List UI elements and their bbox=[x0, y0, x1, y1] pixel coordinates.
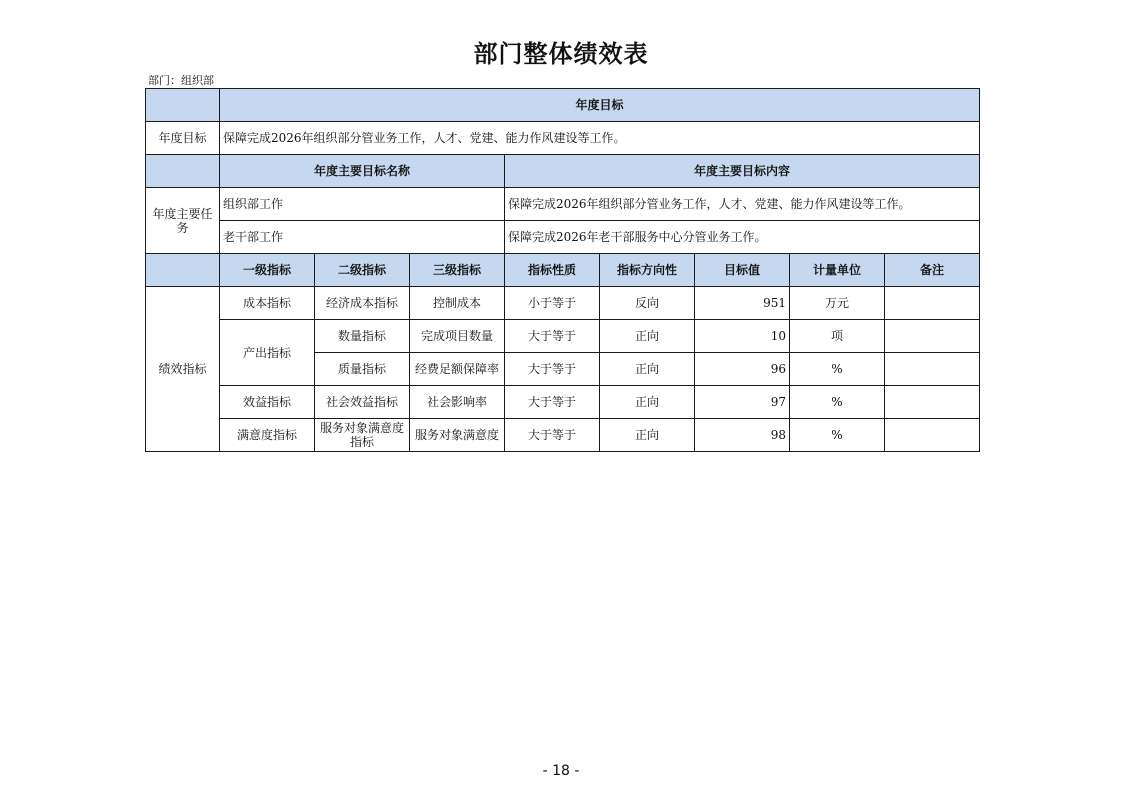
note-cell bbox=[885, 419, 980, 452]
table-row bbox=[146, 221, 980, 254]
level2-cell: 经济成本指标 bbox=[315, 287, 410, 320]
task-name: 组织部工作 bbox=[220, 188, 505, 221]
note-cell bbox=[885, 353, 980, 386]
level1-cell: 产出指标 bbox=[220, 320, 315, 386]
performance-table bbox=[145, 88, 980, 452]
table-row bbox=[146, 287, 980, 320]
level1-cell: 效益指标 bbox=[220, 386, 315, 419]
direction-cell: 反向 bbox=[600, 287, 695, 320]
table-row bbox=[146, 386, 980, 419]
unit-cell: % bbox=[790, 419, 885, 452]
nature-cell: 大于等于 bbox=[505, 419, 600, 452]
value-cell: 96 bbox=[695, 353, 790, 386]
indicators-label: 绩效指标 bbox=[146, 287, 220, 452]
value-cell: 951 bbox=[695, 287, 790, 320]
column-header: 计量单位 bbox=[790, 254, 885, 287]
nature-cell: 大于等于 bbox=[505, 386, 600, 419]
level3-cell: 社会影响率 bbox=[410, 386, 505, 419]
value-cell: 10 bbox=[695, 320, 790, 353]
direction-cell: 正向 bbox=[600, 386, 695, 419]
task-content-header: 年度主要目标内容 bbox=[505, 155, 980, 188]
level2-cell: 质量指标 bbox=[315, 353, 410, 386]
column-header: 一级指标 bbox=[220, 254, 315, 287]
value-cell: 98 bbox=[695, 419, 790, 452]
level2-cell: 数量指标 bbox=[315, 320, 410, 353]
level3-cell: 经费足额保障率 bbox=[410, 353, 505, 386]
task-name-header: 年度主要目标名称 bbox=[220, 155, 505, 188]
note-cell bbox=[885, 287, 980, 320]
department-label: 部门：组织部 bbox=[148, 74, 214, 87]
annual-goal-label: 年度目标 bbox=[146, 122, 220, 155]
column-header: 指标方向性 bbox=[600, 254, 695, 287]
unit-cell: 万元 bbox=[790, 287, 885, 320]
page-title: 部门整体绩效表 bbox=[473, 40, 649, 68]
column-header: 指标性质 bbox=[505, 254, 600, 287]
unit-cell: % bbox=[790, 386, 885, 419]
page-number: - 18 - bbox=[542, 763, 580, 779]
annual-goal-header: 年度目标 bbox=[220, 89, 980, 122]
level2-cell: 服务对象满意度指标 bbox=[315, 419, 410, 452]
table-row bbox=[146, 320, 980, 353]
annual-goal-header-row bbox=[146, 89, 980, 122]
note-cell bbox=[885, 320, 980, 353]
nature-cell: 大于等于 bbox=[505, 320, 600, 353]
direction-cell: 正向 bbox=[600, 320, 695, 353]
unit-cell: % bbox=[790, 353, 885, 386]
annual-goal-row bbox=[146, 122, 980, 155]
annual-goal-content: 保障完成2026年组织部分管业务工作，人才、党建、能力作风建设等工作。 bbox=[220, 122, 980, 155]
task-content: 保障完成2026年组织部分管业务工作，人才、党建、能力作风建设等工作。 bbox=[505, 188, 980, 221]
empty-header-cell bbox=[146, 254, 220, 287]
nature-cell: 小于等于 bbox=[505, 287, 600, 320]
main-tasks-label: 年度主要任务 bbox=[146, 188, 220, 254]
column-header: 备注 bbox=[885, 254, 980, 287]
nature-cell: 大于等于 bbox=[505, 353, 600, 386]
note-cell bbox=[885, 386, 980, 419]
column-header: 三级指标 bbox=[410, 254, 505, 287]
empty-header-cell bbox=[146, 89, 220, 122]
column-header: 目标值 bbox=[695, 254, 790, 287]
unit-cell: 项 bbox=[790, 320, 885, 353]
direction-cell: 正向 bbox=[600, 419, 695, 452]
task-name: 老干部工作 bbox=[220, 221, 505, 254]
level3-cell: 完成项目数量 bbox=[410, 320, 505, 353]
level1-cell: 成本指标 bbox=[220, 287, 315, 320]
value-cell: 97 bbox=[695, 386, 790, 419]
column-header: 二级指标 bbox=[315, 254, 410, 287]
main-tasks-header-row bbox=[146, 155, 980, 188]
indicator-header-row bbox=[146, 254, 980, 287]
level2-cell: 社会效益指标 bbox=[315, 386, 410, 419]
task-content: 保障完成2026年老干部服务中心分管业务工作。 bbox=[505, 221, 980, 254]
table-row bbox=[146, 419, 980, 452]
level3-cell: 控制成本 bbox=[410, 287, 505, 320]
level1-cell: 满意度指标 bbox=[220, 419, 315, 452]
empty-header-cell bbox=[146, 155, 220, 188]
level3-cell: 服务对象满意度 bbox=[410, 419, 505, 452]
table-row bbox=[146, 188, 980, 221]
direction-cell: 正向 bbox=[600, 353, 695, 386]
